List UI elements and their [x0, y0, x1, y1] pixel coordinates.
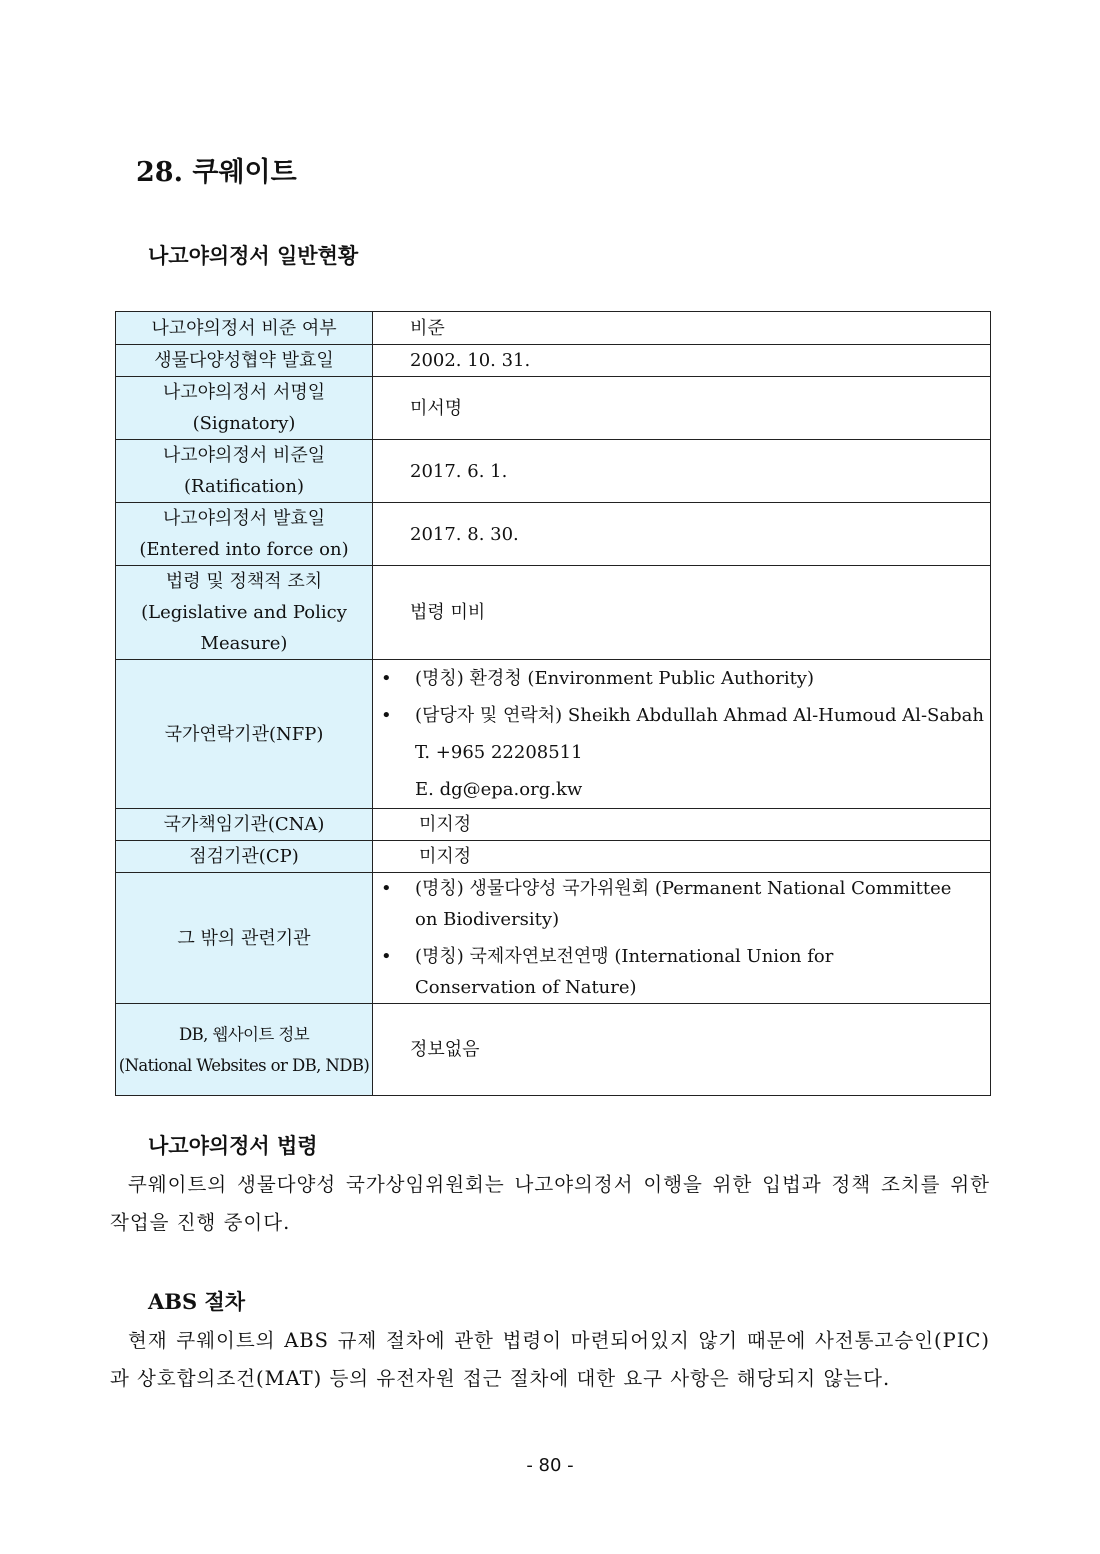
page-title: 28. 쿠웨이트: [136, 157, 297, 188]
entry-into-force-label: 나고야의정서 발효일: [162, 508, 326, 529]
ratification-status-label: 나고야의정서 비준 여부: [151, 317, 337, 339]
ratification-status-value: 비준: [410, 317, 445, 339]
table-label-cell: [116, 809, 373, 841]
table-value-cell: [373, 873, 991, 1004]
table-row: [116, 377, 991, 440]
table-value-cell: [373, 1004, 991, 1096]
table-label-cell: [116, 345, 373, 377]
nfp-label: 국가연락기관(NFP): [164, 723, 324, 745]
table-row: [116, 1004, 991, 1096]
legislative-measures-value: 법령 미비: [410, 602, 486, 623]
table-row: [116, 660, 991, 809]
table-label-cell: [116, 841, 373, 873]
legislative-measures-label-en: (Legislative and Policy: [141, 602, 347, 623]
table-label-cell: [116, 566, 373, 660]
legislation-paragraph: [110, 1166, 990, 1242]
cna-value: 미지정: [419, 814, 472, 835]
bullet-icon: •: [381, 705, 392, 726]
signature-date-label-en: (Signatory): [192, 413, 296, 434]
table-label-cell: [116, 503, 373, 566]
table-label-cell: [116, 377, 373, 440]
table-value-cell: [373, 660, 991, 809]
list-item: [373, 873, 960, 935]
cbd-entry-value: 2002. 10. 31.: [410, 350, 531, 371]
table-row: [116, 809, 991, 841]
cbd-entry-label: 생물다양성협약 발효일: [154, 350, 334, 371]
db-website-label: DB, 웹사이트 정보: [178, 1024, 310, 1044]
table-value-cell: [373, 345, 991, 377]
signature-date-label: 나고야의정서 서명일: [162, 382, 326, 403]
table-value-cell: [373, 809, 991, 841]
table-row: [116, 503, 991, 566]
nfp-list: [373, 660, 990, 734]
other-institutions-list: [373, 873, 960, 1003]
db-website-label-en: (National Websites or DB, NDB): [118, 1055, 370, 1075]
table-value-cell: [373, 503, 991, 566]
nfp-email: E. dg@epa.org.kw: [415, 779, 583, 800]
nfp-contact: (담당자 및 연락처) Sheikh Abdullah Ahmad Al-Humoud Al-Sabah: [415, 705, 984, 726]
table-label-cell: [116, 312, 373, 345]
legislation-text: 쿠웨이트의 생물다양성 국가상임위원회는 나고야의정서 이행을 위한 입법과 정책 조치를 위한 작업을 진행 중이다.: [110, 1173, 990, 1234]
signature-date-value: 미서명: [410, 397, 463, 419]
section-heading-abs-procedure: ABS 절차: [148, 1289, 246, 1314]
nfp-phone: T. +965 22208511: [415, 742, 583, 763]
table-value-cell: [373, 841, 991, 873]
ratification-date-label: 나고야의정서 비준일: [162, 445, 326, 466]
table-row: [116, 345, 991, 377]
entry-into-force-value: 2017. 8. 30.: [410, 523, 519, 545]
nfp-name: (명칭) 환경청 (Environment Public Authority): [415, 668, 814, 689]
table-row: [116, 841, 991, 873]
table-label-cell: [116, 873, 373, 1004]
table-label-cell: [116, 1004, 373, 1096]
legislative-measures-label: 법령 및 정책적 조치: [165, 571, 323, 592]
table-value-cell: [373, 440, 991, 503]
other-institution-item-2: (명칭) 국제자연보전연맹 (International Union for Conservation of Nature): [415, 946, 834, 998]
table-row: [116, 440, 991, 503]
list-item: [373, 941, 960, 1003]
table-value-cell: [373, 377, 991, 440]
bullet-icon: •: [381, 668, 392, 689]
cp-value: 미지정: [419, 846, 472, 867]
cp-label: 점검기관(CP): [189, 846, 299, 867]
section-heading-general-status: 나고야의정서 일반현황: [148, 243, 359, 268]
table-row: [116, 566, 991, 660]
bullet-icon: •: [381, 946, 392, 967]
ratification-date-label-en: (Ratification): [184, 476, 304, 497]
table-row: [116, 312, 991, 345]
table-row: [116, 873, 991, 1004]
abs-text: 현재 쿠웨이트의 ABS 규제 절차에 관한 법령이 마련되어있지 않기 때문에 사전통고승인(PIC)과 상호합의조건(MAT) 등의 유전자원 접근 절차에 대한 요구 사항은 해당되지 않는다.: [110, 1329, 990, 1390]
table-value-cell: [373, 312, 991, 345]
abs-paragraph: [110, 1322, 990, 1398]
table-label-cell: [116, 660, 373, 809]
bullet-icon: •: [381, 878, 392, 899]
legislative-measures-label-en-cont: Measure): [200, 633, 288, 654]
other-institution-item-1: (명칭) 생물다양성 국가위원회 (Permanent National Committee on Biodiversity): [415, 878, 952, 930]
page-number: - 80 -: [526, 1455, 574, 1476]
general-status-table: [115, 311, 991, 1096]
other-institutions-label: 그 밖의 관련기관: [177, 927, 311, 949]
entry-into-force-label-en: (Entered into force on): [139, 539, 349, 560]
db-website-value: 정보없음: [410, 1039, 480, 1060]
cna-label: 국가책임기관(CNA): [163, 814, 325, 835]
list-item: [373, 660, 990, 697]
list-item: [373, 697, 990, 734]
ratification-date-value: 2017. 6. 1.: [410, 460, 508, 482]
table-value-cell: [373, 566, 991, 660]
table-label-cell: [116, 440, 373, 503]
section-heading-legislation: 나고야의정서 법령: [148, 1133, 318, 1158]
